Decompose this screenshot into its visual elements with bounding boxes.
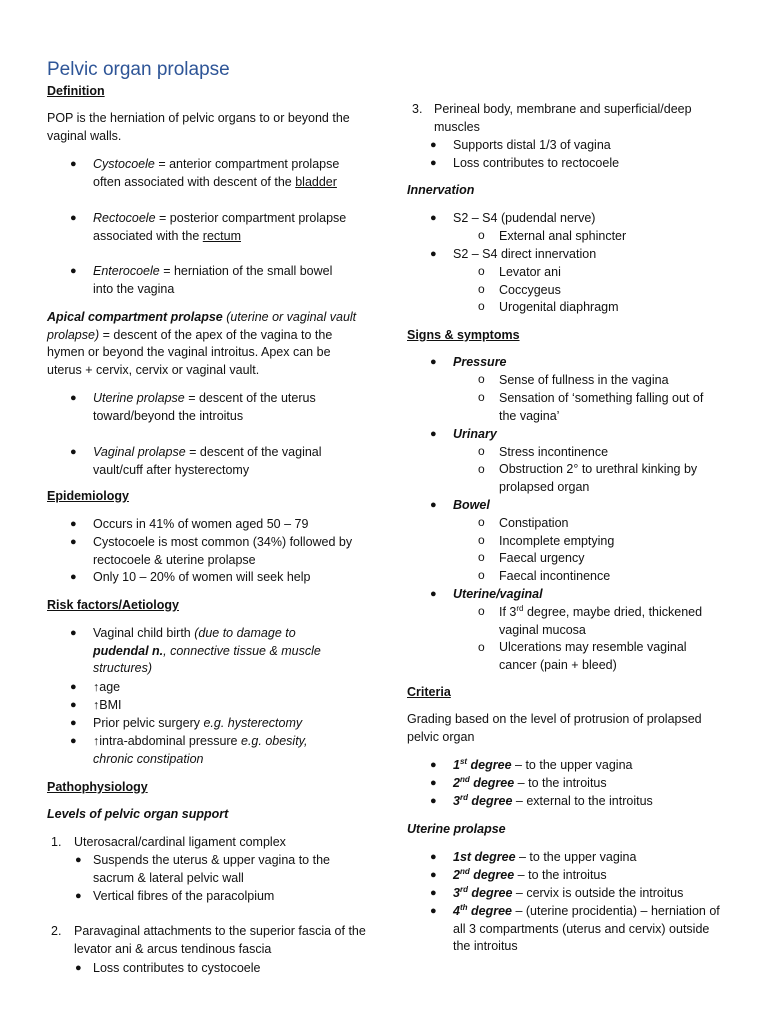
cystocoele-term: Cystocoele (93, 157, 155, 171)
risk-4-b: e.g. hysterectomy (203, 716, 303, 730)
apical-paragraph (47, 309, 362, 379)
bullet-icon: ● (70, 518, 77, 530)
rectocoele-term: Rectocoele (93, 211, 156, 225)
innervation-2-c: Urogenital diaphragm (499, 300, 619, 314)
uterine-grade-1-text: – to the upper vagina (515, 850, 637, 864)
bullet-icon: ● (70, 735, 77, 747)
level-3-number: 3. (412, 102, 423, 116)
uterine-vaginal-2: Ulcerations may resemble vaginal cancer (pain + bleed) (499, 640, 687, 672)
uterine-grade-3-text: – cervix is outside the introitus (512, 886, 684, 900)
grade-3-text: – external to the introitus (512, 794, 653, 808)
level-2-text: Paravaginal attachments to the superior fascia of the levator ani & arcus tendinous fascia (74, 924, 366, 956)
circle-bullet-icon: o (478, 462, 485, 476)
rectocoele-item (93, 210, 363, 245)
circle-bullet-icon: o (478, 550, 485, 564)
bowel-1: Constipation (499, 516, 569, 530)
uterine-grade-3-sup: rd (459, 884, 468, 894)
risk-item-5 (93, 733, 343, 768)
uterine-grade-3-degree: degree (467, 886, 513, 900)
bullet-icon: ● (70, 158, 77, 170)
level-1-item-b: Vertical fibres of the paracolpium (93, 889, 275, 903)
enterocoele-item (93, 263, 353, 298)
risk-item-1 (93, 625, 353, 678)
bullet-icon: ● (70, 265, 77, 277)
epidemiology-heading: Epidemiology (47, 489, 129, 503)
risk-item-2: ↑age (93, 680, 121, 694)
grade-1-num: 1 (453, 758, 460, 772)
bullet-icon: ● (70, 212, 77, 224)
bullet-icon: ● (430, 499, 437, 511)
uterine-grade-2-text: – to the introitus (514, 868, 607, 882)
uterine-grade-4-sup: th (459, 902, 468, 912)
urinary-1: Stress incontinence (499, 445, 609, 459)
circle-bullet-icon: o (478, 533, 485, 547)
vaginal-term: Vaginal prolapse (93, 445, 186, 459)
bladder-link: bladder (295, 174, 337, 189)
risk-1-c: pudendal n. (93, 643, 164, 658)
bullet-icon: ● (430, 851, 437, 863)
grade-1 (453, 757, 632, 775)
uv1-a: If 3 (499, 605, 517, 619)
bullet-icon: ● (70, 571, 77, 583)
risk-1-d: , connective tissue & muscle structures) (93, 643, 321, 676)
enterocoele-term: Enterocoele (93, 264, 160, 278)
signs-uterine-vaginal: Uterine/vaginal (453, 587, 543, 601)
risk-heading: Risk factors/Aetiology (47, 598, 179, 612)
grade-3 (453, 793, 653, 811)
apical-text: = descent of the apex of the vagina to the hymen or beyond the vaginal introitus. Apex can be uterus + cervix, cervix or vaginal vault. (47, 327, 333, 377)
bowel-4: Faecal incontinence (499, 569, 611, 583)
bullet-icon: ● (430, 248, 437, 260)
criteria-intro: Grading based on the level of protrusion of prolapsed pelvic organ (407, 712, 702, 744)
circle-bullet-icon: o (478, 282, 485, 296)
bullet-icon: ● (75, 854, 82, 866)
bowel-2: Incomplete emptying (499, 534, 615, 548)
uterine-grade-2-sup: nd (459, 866, 470, 876)
epi-item-3: Only 10 – 20% of women will seek help (93, 570, 311, 584)
innervation-1: S2 – S4 (pudendal nerve) (453, 211, 596, 225)
bullet-icon: ● (75, 962, 82, 974)
uterine-grade-1 (453, 849, 636, 867)
risk-4-a: Prior pelvic surgery (93, 716, 204, 730)
epi-item-2: Cystocoele is most common (34%) followed by rectocoele & uterine prolapse (93, 535, 353, 567)
uterine-text: = descent of the uterus toward/beyond the introitus (93, 391, 316, 423)
rectum-link: rectum (202, 228, 241, 243)
circle-bullet-icon: o (478, 515, 485, 529)
bullet-icon: ● (70, 446, 77, 458)
uterine-prolapse-subheading: Uterine prolapse (407, 822, 506, 836)
definition-heading: Definition (47, 84, 105, 98)
bullet-icon: ● (430, 139, 437, 151)
bullet-icon: ● (430, 869, 437, 881)
grade-1-text: – to the upper vagina (511, 758, 633, 772)
apical-paren: (uterine or vaginal vault prolapse) (47, 310, 357, 342)
grade-1-sup: st (459, 756, 468, 766)
bullet-icon: ● (430, 212, 437, 224)
bullet-icon: ● (430, 887, 437, 899)
circle-bullet-icon: o (478, 640, 485, 654)
uterine-grade-2-num: 2 (453, 868, 460, 882)
pressure-1: Sense of fullness in the vagina (499, 373, 669, 387)
patho-subheading: Levels of pelvic organ support (47, 807, 229, 821)
bullet-icon: ● (70, 717, 77, 729)
uterine-grade-3-num: 3 (453, 886, 460, 900)
uterine-grade-4-num: 4 (453, 904, 460, 918)
bullet-icon: ● (430, 157, 437, 169)
vaginal-prolapse-item (93, 444, 343, 479)
uterine-grade-2-degree: degree (469, 868, 515, 882)
risk-1-a: Vaginal child birth (93, 626, 195, 640)
level-2-number: 2. (51, 924, 62, 938)
uv1-b: degree, maybe dried, thickened vaginal mucosa (499, 605, 703, 637)
circle-bullet-icon: o (478, 568, 485, 582)
innervation-2-b: Coccygeus (499, 283, 561, 297)
patho-heading: Pathophysiology (47, 780, 148, 794)
grade-2-sup: nd (459, 774, 470, 784)
grade-1-degree: degree (467, 758, 512, 772)
level-1-number: 1. (51, 835, 62, 849)
rectocoele-text: = posterior compartment prolapse associated with the (93, 211, 347, 243)
grade-2-degree: degree (469, 776, 515, 790)
level-2-item-a: Loss contributes to cystocoele (93, 961, 261, 975)
uv1-sup: rd (516, 603, 524, 613)
uterine-grade-1-degree: 1st degree (453, 850, 516, 864)
risk-1-b: (due to damage to (194, 626, 296, 640)
definition-intro: POP is the herniation of pelvic organs to or beyond the vaginal walls. (47, 111, 350, 143)
pressure-2: Sensation of ‘something falling out of the vagina’ (499, 391, 704, 423)
grade-2 (453, 775, 607, 793)
circle-bullet-icon: o (478, 264, 485, 278)
epi-item-1: Occurs in 41% of women aged 50 – 79 (93, 517, 309, 531)
bullet-icon: ● (430, 905, 437, 917)
apical-term: Apical compartment prolapse (47, 310, 223, 324)
urinary-2: Obstruction 2° to urethral kinking by prolapsed organ (499, 462, 698, 494)
bullet-icon: ● (70, 392, 77, 404)
circle-bullet-icon: o (478, 228, 485, 242)
bullet-icon: ● (430, 777, 437, 789)
level-3-item-a: Supports distal 1/3 of vagina (453, 138, 611, 152)
bullet-icon: ● (70, 536, 77, 548)
circle-bullet-icon: o (478, 390, 485, 404)
enterocoele-text: = herniation of the small bowel into the vagina (93, 264, 333, 296)
uterine-grade-2 (453, 867, 607, 885)
risk-5-b: e.g. obesity, chronic constipation (93, 734, 308, 766)
bullet-icon: ● (70, 627, 77, 639)
circle-bullet-icon: o (478, 299, 485, 313)
grade-2-text: – to the introitus (514, 776, 607, 790)
vaginal-text: = descent of the vaginal vault/cuff after hysterectomy (93, 445, 322, 477)
level-3-text: Perineal body, membrane and superficial/deep muscles (434, 102, 692, 134)
uterine-vaginal-1 (499, 604, 724, 639)
bullet-icon: ● (75, 890, 82, 902)
innervation-2-a: Levator ani (499, 265, 561, 279)
innervation-1-a: External anal sphincter (499, 229, 627, 243)
uterine-prolapse-item (93, 390, 343, 425)
uterine-grade-4-text: – (uterine procidentia) – herniation of all 3 compartments (uterus and cervix) outside the introitus (453, 904, 720, 954)
uterine-grade-4 (453, 903, 728, 956)
bullet-icon: ● (430, 588, 437, 600)
bullet-icon: ● (70, 699, 77, 711)
cystocoele-text: = anterior compartment prolapse often associated with descent of the (93, 157, 340, 189)
level-1-text: Uterosacral/cardinal ligament complex (74, 835, 286, 849)
page-title: Pelvic organ prolapse (47, 59, 230, 80)
grade-3-degree: degree (467, 794, 513, 808)
bullet-icon: ● (430, 356, 437, 368)
criteria-heading: Criteria (407, 685, 451, 699)
risk-5-a: ↑intra-abdominal pressure (93, 734, 241, 748)
risk-item-4 (93, 715, 363, 733)
uterine-grade-4-degree: degree (467, 904, 512, 918)
bullet-icon: ● (430, 428, 437, 440)
grade-3-sup: rd (459, 792, 468, 802)
innervation-heading: Innervation (407, 183, 475, 197)
signs-bowel: Bowel (453, 498, 490, 512)
risk-item-3: ↑BMI (93, 698, 122, 712)
uterine-grade-3 (453, 885, 683, 903)
uterine-term: Uterine prolapse (93, 391, 185, 405)
circle-bullet-icon: o (478, 604, 485, 618)
circle-bullet-icon: o (478, 444, 485, 458)
signs-pressure: Pressure (453, 355, 507, 369)
signs-heading: Signs & symptoms (407, 328, 520, 342)
bullet-icon: ● (430, 795, 437, 807)
grade-3-num: 3 (453, 794, 460, 808)
grade-2-num: 2 (453, 776, 460, 790)
cystocoele-item (93, 156, 363, 191)
level-3-item-b: Loss contributes to rectocoele (453, 156, 620, 170)
bullet-icon: ● (70, 681, 77, 693)
bowel-3: Faecal urgency (499, 551, 585, 565)
signs-urinary: Urinary (453, 427, 497, 441)
level-1-item-a: Suspends the uterus & upper vagina to the sacrum & lateral pelvic wall (93, 853, 330, 885)
circle-bullet-icon: o (478, 372, 485, 386)
bullet-icon: ● (430, 759, 437, 771)
innervation-2: S2 – S4 direct innervation (453, 247, 597, 261)
